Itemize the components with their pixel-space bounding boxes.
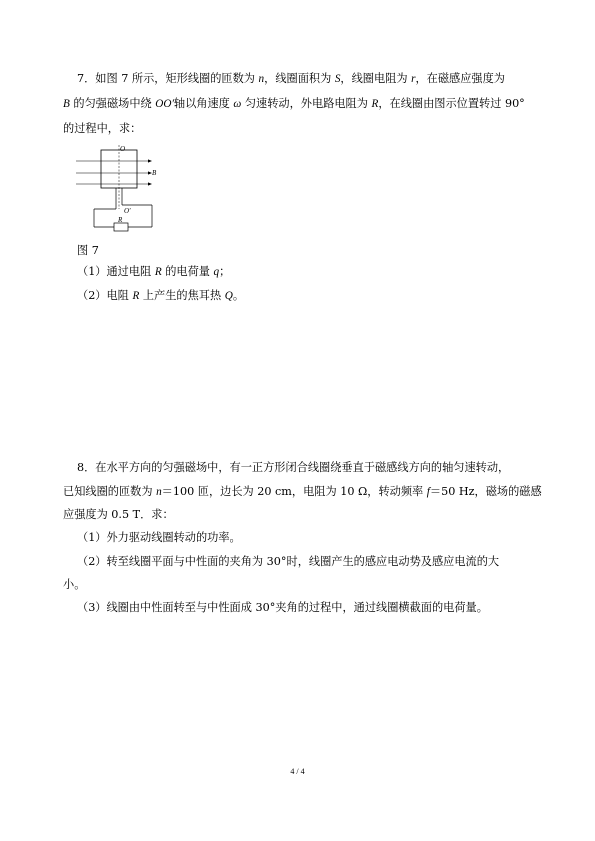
magnetic-field-lines [76,161,150,184]
q8-item-2-continued: 小。 [63,578,86,591]
q7-item-2: （2）电阻 R 上产生的焦耳热 Q。 [77,289,245,302]
q7-item-1: （1）通过电阻 R 的电荷量 q； [77,265,231,278]
q8-item-1: （1）外力驱动线圈转动的功率。 [77,531,241,544]
external-circuit [94,198,152,227]
q8-line-3: 应强度为 0.5 T．求： [63,508,174,521]
q7-line-1: 7．如图 7 所示，矩形线圈的匝数为 n，线圈面积为 S，线圈电阻为 r，在磁感应强度为 [77,72,505,85]
resistor-R [114,223,128,231]
figure-7-caption: 图 7 [77,244,99,257]
figure-7-coil-diagram [72,143,168,239]
page-number: 4 / 4 [290,767,305,776]
q8-item-2: （2）转至线圈平面与中性面的夹角为 30°时，线圈产生的感应电动势及感应电流的大 [77,555,500,568]
q8-item-3: （3）线圈由中性面转至与中性面成 30°夹角的过程中，通过线圈横截面的电荷量。 [77,601,488,614]
label-R: R [118,216,123,224]
q7-line-3: 的过程中，求： [63,122,142,135]
label-O-prime: O′ [124,207,131,215]
q8-line-2: 已知线圈的匝数为 n＝100 匝，边长为 20 cm，电阻为 10 Ω，转动频率 f＝50 Hz，磁场的磁感 [63,485,542,498]
q8-line-1: 8．在水平方向的匀强磁场中，有一正方形闭合线圈绕垂直于磁感线方向的轴匀速转动， [77,461,510,474]
q7-line-2: B 的匀强磁场中绕 OO′轴以角速度 ω 匀速转动，外电路电阻为 R，在线圈由图示位置转过 90° [63,97,525,110]
label-B: B [152,169,157,177]
label-O: O [120,145,126,153]
